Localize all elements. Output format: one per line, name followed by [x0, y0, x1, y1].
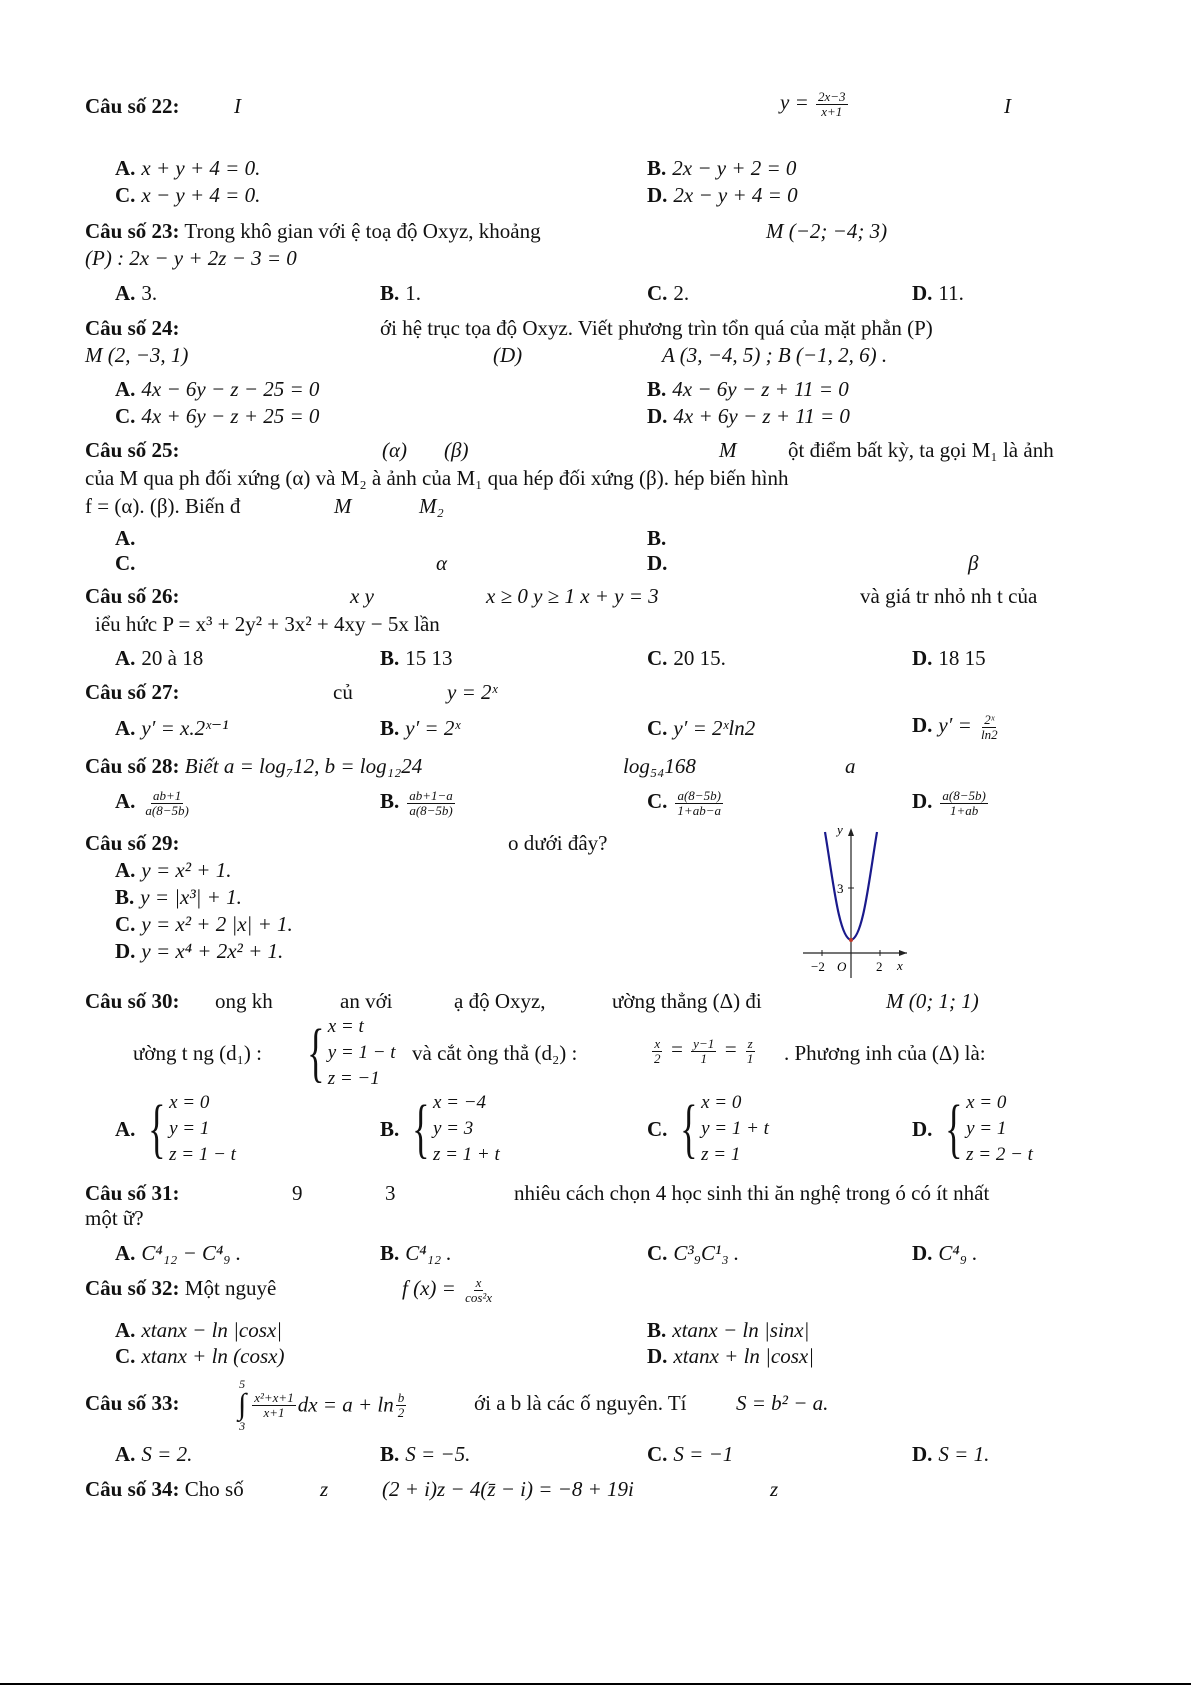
q28-option-c[interactable]: C. $\frac{a(8-5b)}{1+ab-a}$	[647, 787, 721, 818]
q28-option-a[interactable]: A. $\frac{ab+1}{a(8-5b)}$	[115, 787, 189, 818]
q34-question: Câu số 34: Cho số	[85, 1477, 244, 1501]
q29-option-b[interactable]: B. y = |x³| + 1.	[115, 885, 242, 909]
q24-points-ab: A (3, −4, 5) ; B (−1, 2, 6) .	[662, 343, 888, 367]
q26-conditions: x ≥ 0 y ≥ 1 x + y = 3	[486, 584, 659, 608]
q27-option-c[interactable]: C. y′ = 2ˣln2	[647, 716, 756, 740]
q23-point: M (−2; −4; 3)	[766, 219, 888, 243]
q30-d1-system: { x = t y = 1 − t z = −1	[307, 1016, 396, 1089]
q30-label: Câu số 30:	[85, 989, 180, 1013]
q23-question: Câu số 23: Trong khô gian với ệ toạ độ Oxyz, khoảng	[85, 219, 541, 243]
q33-integral: 5 ∫ 3 $\frac{\text{x²+x+1}}{x+1}$ dx = a + ln $\frac{b}{2}$	[238, 1377, 405, 1433]
q24-option-c[interactable]: C. 4x + 6y − z + 25 = 0	[115, 404, 320, 428]
q22-option-d[interactable]: D. 2x − y + 4 = 0	[647, 183, 798, 207]
q25-label: Câu số 25:	[85, 438, 180, 462]
q28-var-a: a	[845, 754, 856, 778]
q31-question-2: một ữ?	[85, 1206, 144, 1230]
tick-label-2: 2	[876, 959, 883, 974]
q25-point-m: M	[719, 438, 737, 462]
q33-option-b[interactable]: B. S = −5.	[380, 1442, 471, 1466]
q31-option-c[interactable]: C. C³₉C¹₃ .	[647, 1241, 740, 1265]
q29-option-c[interactable]: C. y = x² + 2 |x| + 1.	[115, 912, 293, 936]
q31-option-a[interactable]: A. C⁴₁₂ − C⁴₉ .	[115, 1241, 242, 1265]
q24-question: ới hệ trục tọa độ Oxyz. Viết phương trìn tổn quá của mặt phẳn (P)	[380, 316, 933, 340]
q32-option-a[interactable]: A. xtanx − ln |cosx|	[115, 1318, 283, 1342]
q31-label: Câu số 31:	[85, 1181, 180, 1205]
q29-option-d[interactable]: D. y = x⁴ + 2x² + 1.	[115, 939, 284, 963]
tick-label-neg2: −2	[811, 959, 825, 974]
q30-point: M (0; 1; 1)	[886, 989, 979, 1013]
q28-log: log₅₄168	[623, 754, 696, 778]
q27-option-a[interactable]: A. y′ = x.2ˣ⁻¹	[115, 716, 229, 740]
q34-equation: (2 + i)z − 4(z̄ − i) = −8 + 19i	[382, 1477, 634, 1501]
q25-option-d-beta: β	[968, 551, 979, 575]
q24-label: Câu số 24:	[85, 316, 180, 340]
q31-number-9: 9	[292, 1181, 303, 1205]
q33-expression: S = b² − a.	[736, 1391, 829, 1415]
q30-line2-c: . Phương inh của (Δ) là:	[784, 1041, 986, 1065]
q25-text-3: f = (α). (β). Biến đ	[85, 494, 241, 518]
x-axis-label: x	[897, 958, 903, 973]
q32-option-d[interactable]: D. xtanx + ln |cosx|	[647, 1344, 815, 1368]
q22-option-a[interactable]: A. x + y + 4 = 0.	[115, 156, 261, 180]
q29-graph	[795, 820, 915, 980]
q25-option-c[interactable]: C.	[115, 551, 136, 575]
q33-option-d[interactable]: D. S = 1.	[912, 1442, 990, 1466]
q29-label: Câu số 29:	[85, 831, 180, 855]
q26-expression: iểu hức P = x³ + 2y² + 3x² + 4xy − 5x lần	[95, 612, 440, 636]
q25-text-1: ột điểm bất kỳ, ta gọi M₁ là ảnh	[788, 438, 1054, 462]
q28-question: Câu số 28: Biết a = log₇12, b = log₁₂24	[85, 754, 423, 778]
q32-option-c[interactable]: C. xtanx + ln (cosx)	[115, 1344, 285, 1368]
q27-option-b[interactable]: B. y′ = 2ˣ	[380, 716, 461, 740]
x-axis-arrow	[899, 950, 907, 956]
q25-plane-beta: (β)	[444, 438, 469, 462]
tick-label-3: 3	[837, 881, 844, 896]
q27-label: Câu số 27:	[85, 680, 180, 704]
q30-option-a[interactable]: A. { x = 0 y = 1 z = 1 − t	[115, 1092, 236, 1165]
q26-variables: x y	[350, 584, 374, 608]
origin-label: O	[837, 959, 847, 974]
q23-option-b[interactable]: B. 1.	[380, 281, 422, 305]
q26-label: Câu số 26:	[85, 584, 180, 608]
q34-var-z: z	[320, 1477, 329, 1501]
q23-option-c[interactable]: C. 2.	[647, 281, 690, 305]
q30-text-1: ong kh	[215, 989, 273, 1013]
q24-line-d: (D)	[493, 343, 523, 367]
q26-option-b[interactable]: B. 15 13	[380, 646, 453, 670]
vertex-point	[849, 938, 853, 942]
q30-option-c[interactable]: C. { x = 0 y = 1 + t z = 1	[647, 1092, 769, 1165]
q31-option-b[interactable]: B. C⁴₁₂ .	[380, 1241, 452, 1265]
q32-question: Câu số 32: Một nguyê	[85, 1276, 277, 1300]
q24-option-b[interactable]: B. 4x − 6y − z + 11 = 0	[647, 377, 849, 401]
q30-line2-a: ường t ng (d₁) :	[133, 1041, 262, 1065]
q27-option-d[interactable]: D. y′ = $\frac{\text{2ˣ}}{\ln 2}$	[912, 711, 998, 742]
q31-number-3: 3	[385, 1181, 396, 1205]
y-axis-arrow	[848, 828, 854, 836]
q30-text-4: ường thẳng (Δ) đi	[612, 989, 762, 1013]
q30-text-3: ạ độ Oxyz,	[454, 989, 546, 1013]
q30-option-b[interactable]: B. { x = −4 y = 3 z = 1 + t	[380, 1092, 500, 1165]
q25-text-m: M	[334, 494, 352, 518]
q25-text-m2: M₂	[419, 494, 444, 518]
q30-option-d[interactable]: D. { x = 0 y = 1 z = 2 − t	[912, 1092, 1033, 1165]
q33-option-c[interactable]: C. S = −1	[647, 1442, 734, 1466]
q30-text-2: an với	[340, 989, 393, 1013]
q34-var-z-2: z	[770, 1477, 779, 1501]
q26-option-a[interactable]: A. 20 à 18	[115, 646, 204, 670]
q22-label: Câu số 22:	[85, 94, 180, 118]
q22-equation: y = $\frac{2x-3}{x+1}$	[780, 88, 846, 119]
q32-option-b[interactable]: B. xtanx − ln |sinx|	[647, 1318, 810, 1342]
q27-function: y = 2ˣ	[447, 680, 498, 704]
q25-option-a[interactable]: A.	[115, 526, 136, 550]
q32-function: f (x) = $\frac{x}{\text{cos²x}}$	[402, 1274, 493, 1305]
q25-text-2: của M qua ph đối xứng (α) và M₂ à ảnh của M₁ qua hép đối xứng (β). hép biến hình	[85, 466, 789, 490]
q29-option-a[interactable]: A. y = x² + 1.	[115, 858, 232, 882]
q27-text: củ	[333, 680, 353, 704]
q26-text-1: và giá tr nhỏ nh t của	[860, 584, 1038, 608]
q22-symbol-i-2: I	[1004, 94, 1011, 118]
q33-option-a[interactable]: A. S = 2.	[115, 1442, 193, 1466]
q24-option-d[interactable]: D. 4x + 6y − z + 11 = 0	[647, 404, 850, 428]
q25-option-b[interactable]: B.	[647, 526, 667, 550]
q25-plane-alpha: (α)	[382, 438, 408, 462]
q29-question: o dưới đây?	[508, 831, 608, 855]
q23-option-d[interactable]: D. 11.	[912, 281, 964, 305]
q22-symbol-i: I	[234, 94, 241, 118]
q22-option-c[interactable]: C. x − y + 4 = 0.	[115, 183, 261, 207]
q24-option-a[interactable]: A. 4x − 6y − z − 25 = 0	[115, 377, 320, 401]
q33-label: Câu số 33:	[85, 1391, 180, 1415]
q31-option-d[interactable]: D. C⁴₉ .	[912, 1241, 978, 1265]
q23-option-a[interactable]: A. 3.	[115, 281, 158, 305]
q25-option-c-alpha: α	[436, 551, 448, 575]
q22-option-b[interactable]: B. 2x − y + 2 = 0	[647, 156, 797, 180]
y-axis-label: y	[837, 822, 843, 837]
q28-option-b[interactable]: B. $\frac{ab+1-a}{a(8-5b)}$	[380, 787, 453, 818]
q31-question: nhiêu cách chọn 4 học sinh thi ăn nghệ trong ó có ít nhất	[514, 1181, 990, 1205]
q23-plane: (P) : 2x − y + 2z − 3 = 0	[85, 246, 297, 270]
q24-point-m: M (2, −3, 1)	[85, 343, 189, 367]
q25-option-d[interactable]: D.	[647, 551, 668, 575]
q28-option-d[interactable]: D. $\frac{a(8-5b)}{1+ab}$	[912, 787, 986, 818]
q26-option-d[interactable]: D. 18 15	[912, 646, 986, 670]
q33-question: ới a b là các ố nguyên. Tí	[474, 1391, 687, 1415]
q26-option-c[interactable]: C. 20 15.	[647, 646, 726, 670]
q30-d2-equation: $\frac{x}{2}$ = $\frac{y-1}{1}$ = $\frac{z}{1}$	[654, 1035, 754, 1066]
q30-line2-b: và cắt òng thẳ (d₂) :	[412, 1041, 578, 1065]
